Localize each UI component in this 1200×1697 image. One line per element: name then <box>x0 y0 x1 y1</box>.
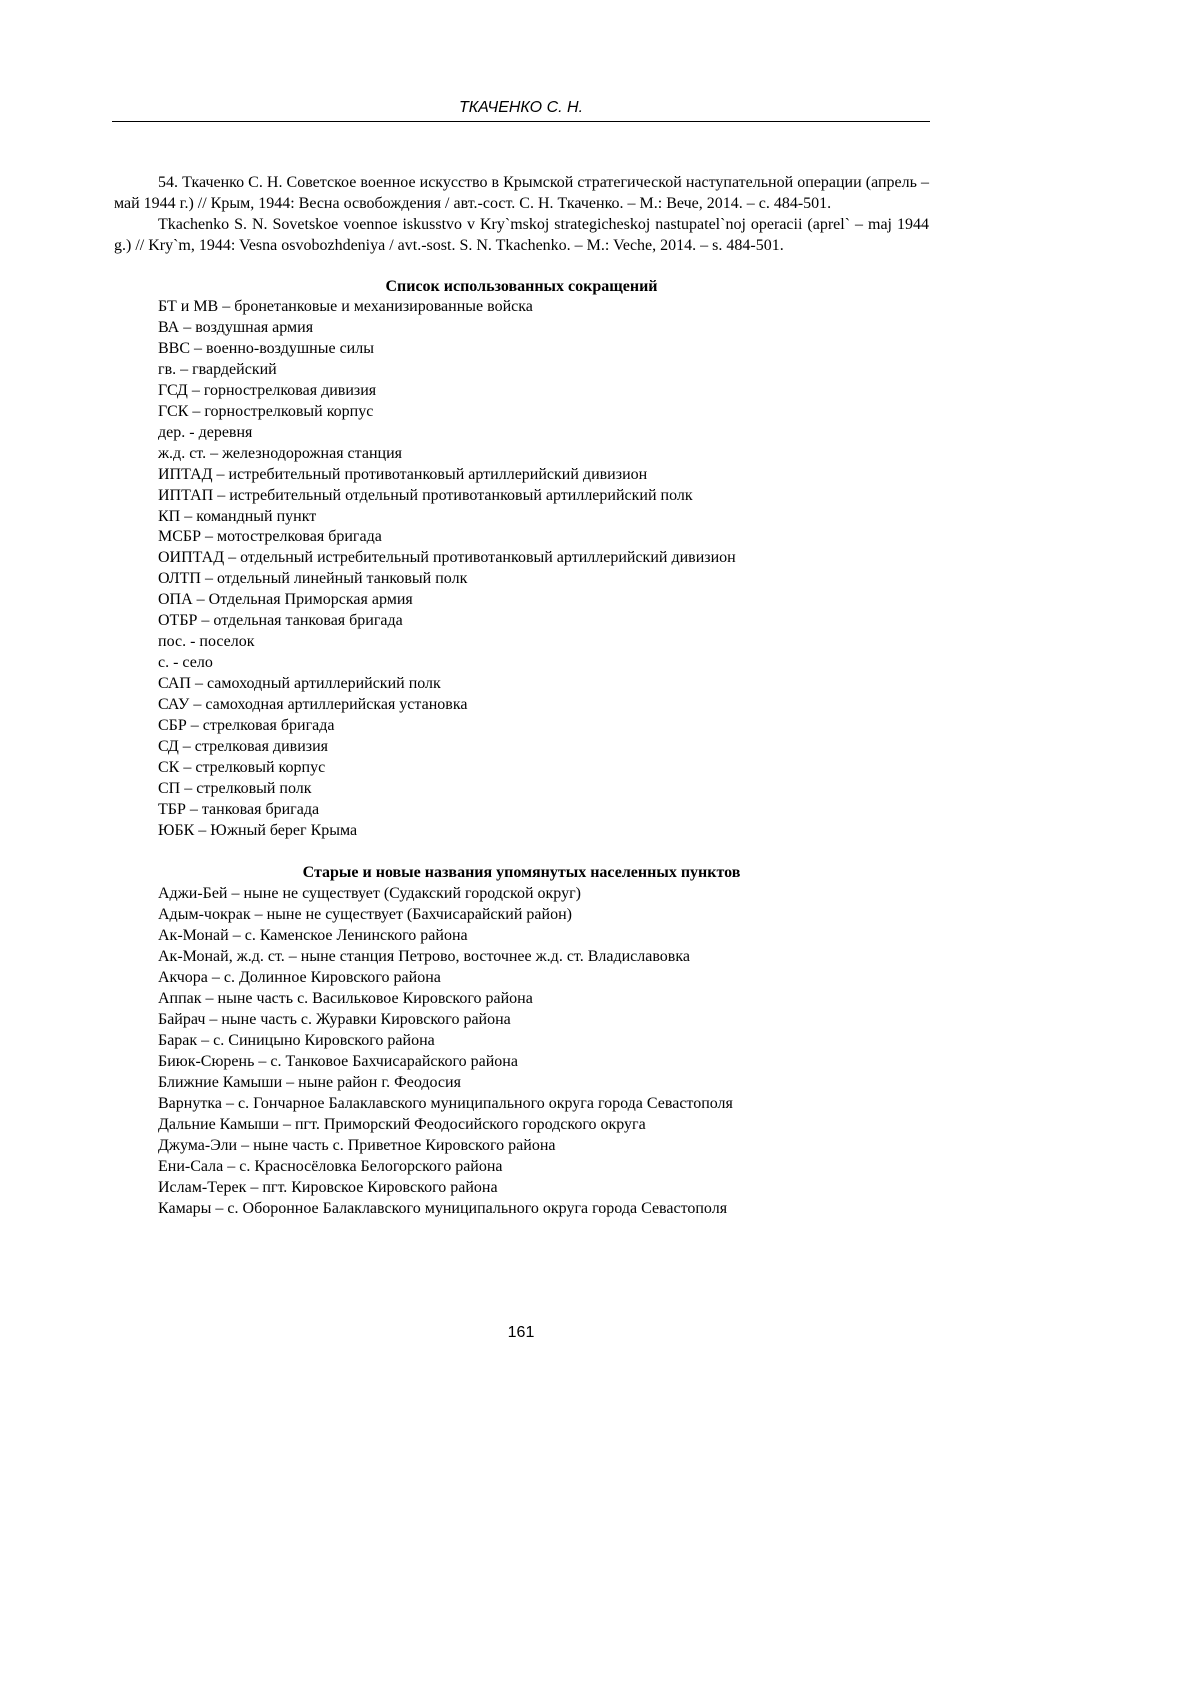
abbreviation-item: САП – самоходный артиллерийский полк <box>158 674 929 695</box>
abbreviations-list <box>114 297 929 842</box>
abbreviation-item: ЮБК – Южный берег Крыма <box>158 821 929 842</box>
abbreviation-item: БТ и МВ – бронетанковые и механизированные войска <box>158 297 929 318</box>
abbreviation-item: ИПТАП – истребительный отдельный противотанковый артиллерийский полк <box>158 486 929 507</box>
abbreviation-item: пос. - поселок <box>158 632 929 653</box>
place-name-item: Ближние Камыши – ныне район г. Феодосия <box>158 1072 929 1093</box>
abbreviation-item: ВА – воздушная армия <box>158 318 929 339</box>
abbreviation-item: КП – командный пункт <box>158 507 929 528</box>
abbreviation-item: ВВС – военно-воздушные силы <box>158 339 929 360</box>
place-name-item: Аджи-Бей – ныне не существует (Судакский городской округ) <box>158 883 929 904</box>
page-content <box>114 172 929 1219</box>
abbreviation-item: с. - село <box>158 653 929 674</box>
abbreviation-item: дер. - деревня <box>158 423 929 444</box>
place-name-item: Барак – с. Синицыно Кировского района <box>158 1030 929 1051</box>
place-name-item: Адым-чокрак – ныне не существует (Бахчисарайский район) <box>158 904 929 925</box>
place-name-item: Ени-Сала – с. Красносёловка Белогорского района <box>158 1156 929 1177</box>
abbreviation-item: ОПА – Отдельная Приморская армия <box>158 590 929 611</box>
abbreviation-item: ОТБР – отдельная танковая бригада <box>158 611 929 632</box>
header-rule <box>112 121 930 122</box>
reference-entry-transliterated: Tkachenko S. N. Sovetskoe voennoe iskusstvo v Kry`mskoj strategicheskoj nastupatel`noj operacii (aprel` – maj 1944 g.) // Kry`m, 1944: Vesna osvobozhdeniya / avt.-sost. S. N. Tkachenko. – M.: Veche, 2014. – s. 484-501. <box>114 214 929 256</box>
abbreviations-title: Список использованных сокращений <box>114 276 929 297</box>
place-name-item: Байрач – ныне часть с. Журавки Кировского района <box>158 1009 929 1030</box>
abbreviation-item: ОИПТАД – отдельный истребительный противотанковый артиллерийский дивизион <box>158 548 929 569</box>
abbreviation-item: САУ – самоходная артиллерийская установка <box>158 695 929 716</box>
place-name-item: Джума-Эли – ныне часть с. Приветное Кировского района <box>158 1135 929 1156</box>
place-name-item: Ак-Монай, ж.д. ст. – ныне станция Петрово, восточнее ж.д. ст. Владиславовка <box>158 946 929 967</box>
reference-entry-cyrillic: 54. Ткаченко С. Н. Советское военное искусство в Крымской стратегической наступательной операции (апрель – май 1944 г.) // Крым, 1944: Весна освобождения / авт.-сост. С. Н. Ткаченко. – М.: Вече, 2014. – с. 484-501. <box>114 172 929 214</box>
abbreviation-item: ИПТАД – истребительный противотанковый артиллерийский дивизион <box>158 465 929 486</box>
abbreviation-item: гв. – гвардейский <box>158 360 929 381</box>
abbreviation-item: СБР – стрелковая бригада <box>158 716 929 737</box>
abbreviation-item: СД – стрелковая дивизия <box>158 737 929 758</box>
abbreviation-item: ГСД – горнострелковая дивизия <box>158 381 929 402</box>
abbreviation-item: ж.д. ст. – железнодорожная станция <box>158 444 929 465</box>
abbreviation-item: СК – стрелковый корпус <box>158 758 929 779</box>
abbreviation-item: СП – стрелковый полк <box>158 779 929 800</box>
place-name-item: Варнутка – с. Гончарное Балаклавского муниципального округа города Севастополя <box>158 1093 929 1114</box>
page-number: 161 <box>112 1323 930 1343</box>
place-name-item: Бию­к-Сюрень – с. Танковое Бахчисарайского района <box>158 1051 929 1072</box>
abbreviation-item: МСБР – мотострелковая бригада <box>158 527 929 548</box>
abbreviation-item: ТБР – танковая бригада <box>158 800 929 821</box>
place-name-item: Камары – с. Оборонное Балаклавского муниципального округа города Севастополя <box>158 1198 929 1219</box>
place-name-item: Аппак – ныне часть с. Васильковое Кировского района <box>158 988 929 1009</box>
abbreviation-item: ОЛТП – отдельный линейный танковый полк <box>158 569 929 590</box>
place-name-item: Ислам-Терек – пгт. Кировское Кировского района <box>158 1177 929 1198</box>
place-name-item: Акчора – с. Долинное Кировского района <box>158 967 929 988</box>
place-name-item: Ак-Монай – с. Каменское Ленинского района <box>158 925 929 946</box>
place-name-item: Дальние Камыши – пгт. Приморский Феодосийского городского округа <box>158 1114 929 1135</box>
abbreviation-item: ГСК – горнострелковый корпус <box>158 402 929 423</box>
place-names-title: Старые и новые названия упомянутых населенных пунктов <box>114 862 929 883</box>
place-names-list <box>114 883 929 1219</box>
running-title: ТКАЧЕНКО С. Н. <box>112 98 930 118</box>
